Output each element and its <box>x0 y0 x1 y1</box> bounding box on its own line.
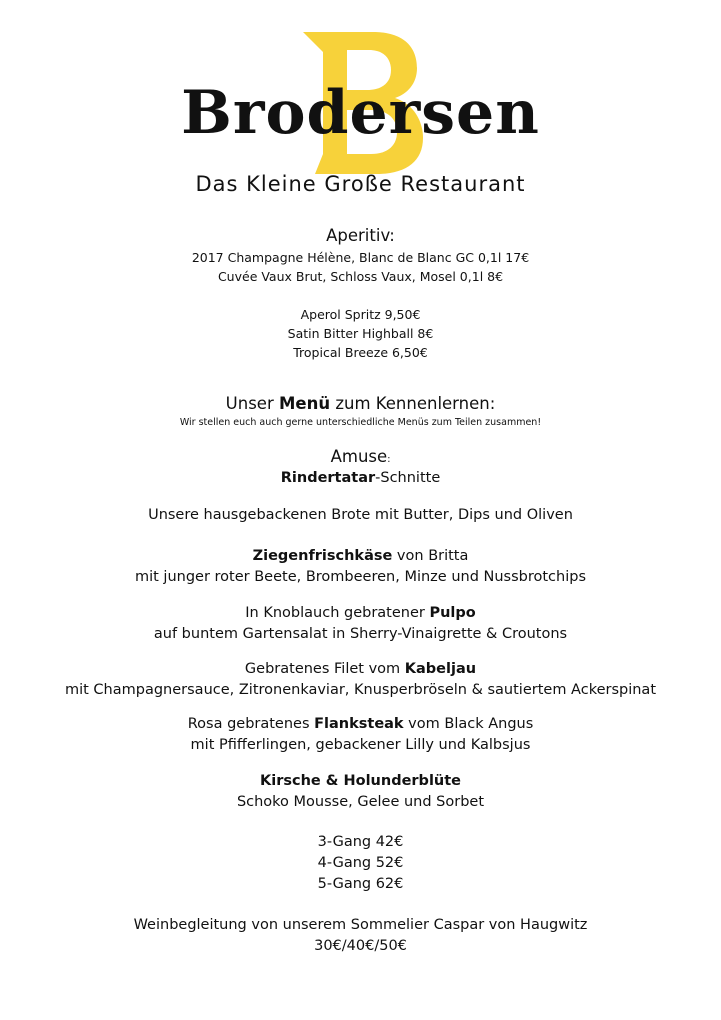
course-title: Rosa gebratenes Flanksteak vom Black Angus <box>187 716 534 732</box>
course-title: Kirsche & Holunderblüte <box>260 773 461 789</box>
brand-name: Brodersen <box>181 78 540 148</box>
course-title: Gebratenes Filet vom Kabeljau <box>244 661 477 677</box>
drink-item: Satin Bitter Highball 8€ <box>287 326 434 341</box>
price-item: 4-Gang 52€ <box>317 855 404 871</box>
tagline: Das Kleine Große Restaurant <box>195 172 526 196</box>
course-title: Ziegenfrischkäse von Britta <box>252 548 469 564</box>
course-title: In Knoblauch gebratener Pulpo <box>245 605 476 621</box>
course-description: mit Pfifferlingen, gebackener Lilly und Kalbsjus <box>190 737 531 753</box>
wine-pairing-prices: 30€/40€/50€ <box>314 938 407 954</box>
course-description: mit junger roter Beete, Brombeeren, Minze und Nussbrotchips <box>134 569 587 585</box>
drink-item: Aperol Spritz 9,50€ <box>300 307 421 322</box>
menu-intro: Unser Menü zum Kennenlernen: <box>225 394 496 413</box>
bread-line: Unsere hausgebackenen Brote mit Butter, Dips und Oliven <box>148 507 573 523</box>
course-description: Schoko Mousse, Gelee und Sorbet <box>236 794 485 810</box>
logo <box>0 0 721 210</box>
price-item: 5-Gang 62€ <box>317 876 404 892</box>
wine-item: 2017 Champagne Hélène, Blanc de Blanc GC 0,1l 17€ <box>191 250 530 265</box>
wine-item: Cuvée Vaux Brut, Schloss Vaux, Mosel 0,1l 8€ <box>217 269 504 284</box>
aperitiv-heading: Aperitiv: <box>326 226 395 245</box>
menu-note: Wir stellen euch auch gerne unterschiedliche Menüs zum Teilen zusammen! <box>179 417 542 428</box>
course-description: auf buntem Gartensalat in Sherry-Vinaigrette & Croutons <box>153 626 568 642</box>
amuse-dish: Rindertatar-Schnitte <box>280 470 441 486</box>
wine-pairing: Weinbegleitung von unserem Sommelier Caspar von Haugwitz <box>133 917 588 933</box>
drink-item: Tropical Breeze 6,50€ <box>293 345 428 360</box>
price-item: 3-Gang 42€ <box>317 834 404 850</box>
amuse-heading: Amuse: <box>330 447 391 466</box>
course-description: mit Champagnersauce, Zitronenkaviar, Knusperbröseln & sautiertem Ackerspinat <box>64 682 657 698</box>
